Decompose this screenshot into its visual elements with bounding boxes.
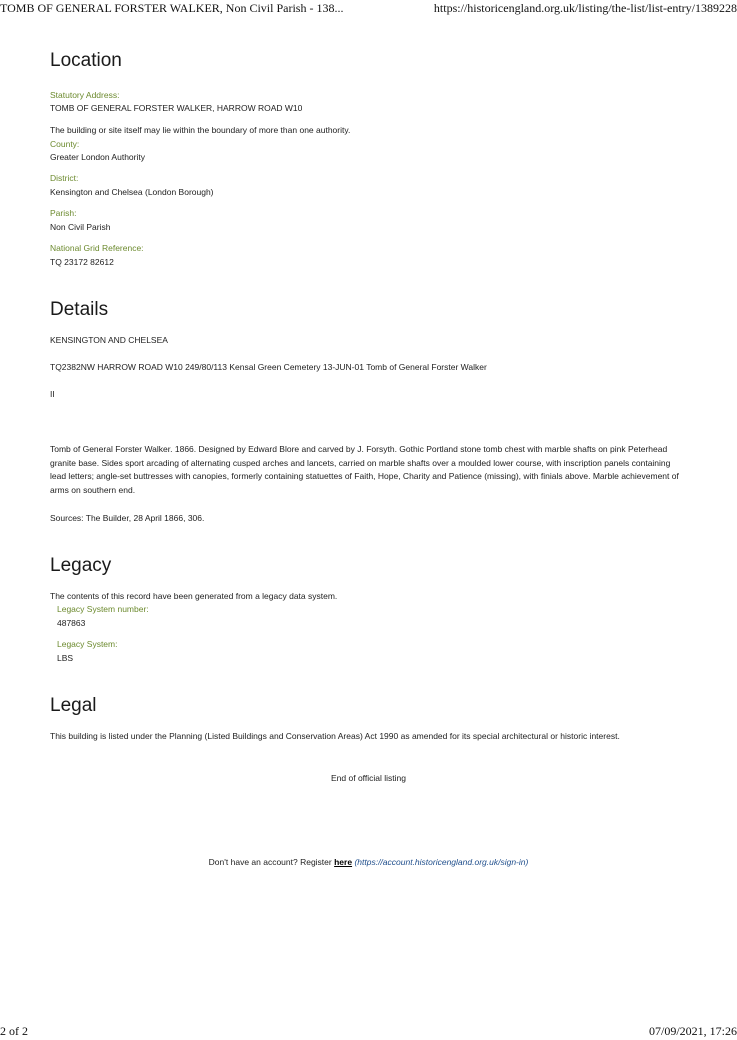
grid-ref-value: TQ 23172 82612: [50, 257, 114, 267]
register-prompt: [0, 857, 737, 867]
legacy-system-label: Legacy System:: [57, 639, 118, 649]
county-label: County:: [50, 139, 80, 149]
legal-heading: Legal: [50, 695, 97, 716]
register-prompt-text: Don't have an account? Register: [208, 857, 332, 867]
print-page-title: TOMB OF GENERAL FORSTER WALKER, Non Civil Parish - 138...: [0, 1, 344, 15]
boundary-note: The building or site itself may lie within the boundary of more than one authority.: [50, 125, 351, 135]
legal-text: This building is listed under the Planning (Listed Buildings and Conservation Areas) Act 1990 as amended for its special architectural or historic interest.: [50, 731, 620, 741]
statutory-address-value: TOMB OF GENERAL FORSTER WALKER, HARROW ROAD W10: [50, 103, 303, 113]
legacy-intro: The contents of this record have been generated from a legacy data system.: [50, 591, 338, 601]
details-sources: Sources: The Builder, 28 April 1866, 306.: [50, 513, 205, 523]
print-page-url: https://historicengland.org.uk/listing/the-list/list-entry/1389228: [433, 1, 737, 15]
details-grade: II: [50, 389, 55, 399]
print-header: [0, 1, 737, 17]
details-reference: TQ2382NW HARROW ROAD W10 249/80/113 Kensal Green Cemetery 13-JUN-01 Tomb of General Forster Walker: [50, 362, 487, 372]
print-footer: [0, 1024, 737, 1040]
parish-value: Non Civil Parish: [50, 222, 111, 232]
legacy-heading: Legacy: [50, 555, 112, 576]
parish-label: Parish:: [50, 208, 77, 218]
details-heading: Details: [50, 299, 109, 320]
legacy-system-number-label: Legacy System number:: [57, 604, 149, 614]
register-here-link[interactable]: here: [334, 857, 353, 867]
print-page-number: 2 of 2: [0, 1024, 28, 1038]
register-link-url: (https://account.historicengland.org.uk/sign-in): [354, 857, 529, 867]
print-datetime: 07/09/2021, 17:26: [648, 1024, 737, 1038]
location-heading: Location: [50, 50, 122, 71]
legacy-system-number-value: 487863: [57, 618, 86, 628]
district-label: District:: [50, 173, 79, 183]
district-value: Kensington and Chelsea (London Borough): [50, 187, 214, 197]
statutory-address-label: Statutory Address:: [50, 90, 120, 100]
county-value: Greater London Authority: [50, 152, 145, 162]
details-area: KENSINGTON AND CHELSEA: [50, 335, 168, 345]
details-description: Tomb of General Forster Walker. 1866. Designed by Edward Blore and carved by J. Forsyth. Gothic Portland stone tomb chest with marble shafts on pink Peterhead granite base. Sides sport arcading of alternating cusped arches and lancets, carried on marble shafts over a moulded lower course, with inscription panels containing lead letters; angle-set buttresses with canopies, formerly containing statuettes of Faith, Hope, Charity and Patience (missing), with finials above. Marble achievement of arms on southern end.: [50, 444, 679, 495]
grid-ref-label: National Grid Reference:: [50, 243, 144, 253]
end-of-listing-note: End of official listing: [331, 773, 406, 783]
legacy-system-value: LBS: [57, 653, 74, 663]
